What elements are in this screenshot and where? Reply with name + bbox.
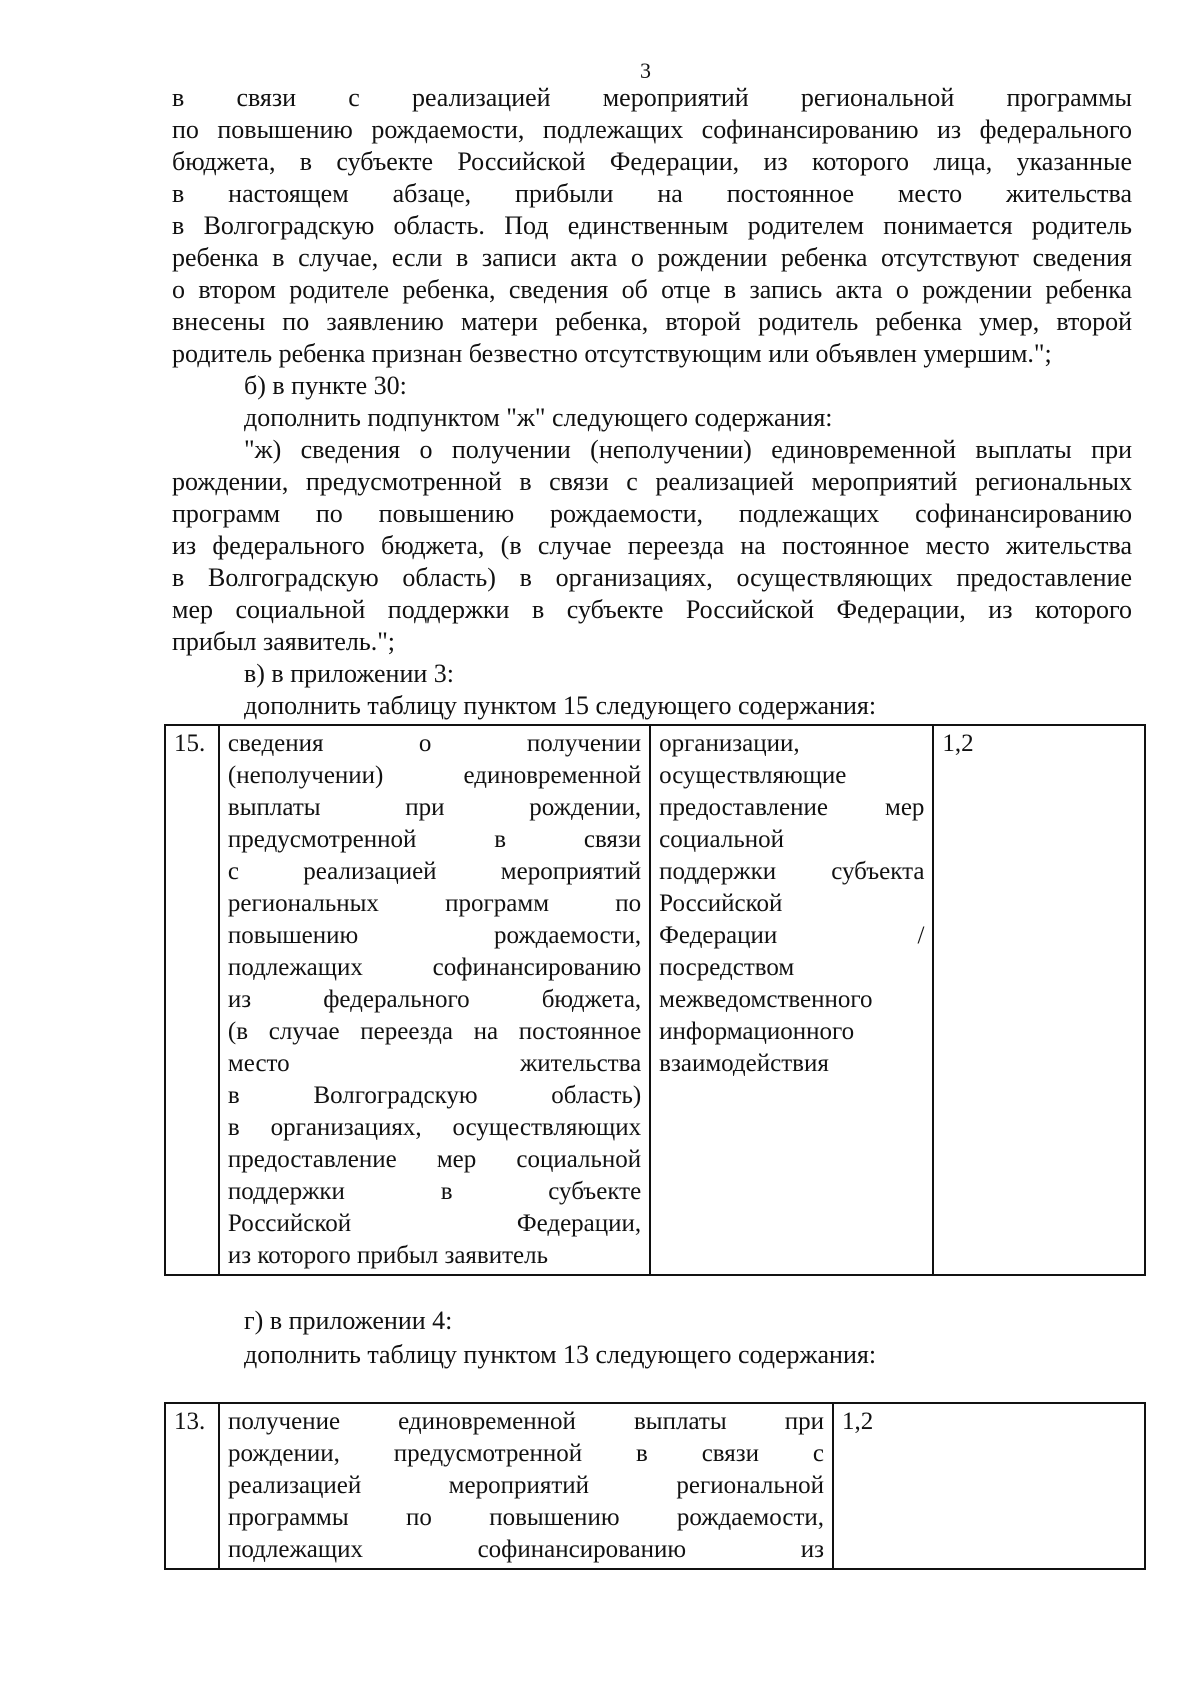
cell-line: повышению рождаемости, [227, 922, 642, 949]
cell-line: рождении, предусмотренной в связи с [228, 1440, 824, 1467]
cell-line: (в случае переезда на постоянное [227, 1018, 642, 1045]
text-line: в настоящем абзаце, прибыли на постоянное место жительства [172, 179, 1132, 208]
page-number: 3 [640, 58, 651, 83]
row-number: 13. [165, 1403, 219, 1569]
cell-line: осуществляющие [659, 762, 847, 789]
cell-line: сведения о получении [227, 730, 642, 757]
text-line: рождении, предусмотренной в связи с реализацией мероприятий региональных [172, 467, 1132, 496]
text-line: внесены по заявлению матери ребенка, второй родитель ребенка умер, второй [172, 307, 1132, 336]
cell-line: предоставление мер [659, 794, 925, 821]
cell-line: Федерации / [659, 922, 925, 949]
cell-line: реализацией мероприятий региональной [228, 1472, 824, 1499]
cell-line: из которого прибыл заявитель [227, 1242, 549, 1269]
cell-line: выплаты при рождении, [227, 794, 642, 821]
item-v-intro: дополнить таблицу пунктом 15 следующего содержания: [244, 691, 877, 720]
cell-line: взаимодействия [659, 1050, 829, 1077]
cell-line: предоставление мер социальной [227, 1146, 642, 1173]
text-line: о втором родителе ребенка, сведения об отце в запись акта о рождении ребенка [172, 275, 1132, 304]
cell-line: межведомственного [659, 986, 873, 1013]
source-cell [650, 725, 933, 1275]
cell-line: поддержки субъекта [659, 858, 925, 885]
cell-line: из федерального бюджета, [227, 986, 642, 1013]
text-line: в Волгоградскую область) в организациях, осуществляющих предоставление [172, 563, 1132, 592]
cell-line: посредством [659, 954, 795, 981]
cell-line: социальной [659, 826, 784, 853]
text-line: в связи с реализацией мероприятий региональной программы [172, 83, 1132, 112]
code-cell: 1,2 [833, 1403, 1145, 1569]
cell-line: подлежащих софинансированию из [228, 1536, 824, 1563]
info-cell [219, 1403, 833, 1569]
item-g-heading: г) в приложении 4: [244, 1306, 453, 1335]
cell-line: организации, [659, 730, 800, 757]
text-line: из федерального бюджета, (в случае переезда на постоянное место жительства [172, 531, 1132, 560]
cell-line: программы по повышению рождаемости, [228, 1504, 824, 1531]
item-b-heading: б) в пункте 30: [244, 371, 407, 400]
appendix4-table [164, 1402, 1146, 1570]
text-line: в Волгоградскую область. Под единственным родителем понимается родитель [172, 211, 1132, 240]
cell-line: информационного [659, 1018, 855, 1045]
cell-line: получение единовременной выплаты при [228, 1408, 824, 1435]
cell-line: с реализацией мероприятий [227, 858, 642, 885]
intro-paragraph [172, 82, 1132, 722]
table-row [165, 1403, 1145, 1569]
table-row [165, 725, 1145, 1275]
cell-line: место жительства [227, 1050, 642, 1077]
text-line: бюджета, в субъекте Российской Федерации, из которого лица, указанные [172, 147, 1132, 176]
item-g-intro: дополнить таблицу пунктом 13 следующего содержания: [244, 1340, 877, 1369]
text-line: ребенка в случае, если в записи акта о рождении ребенка отсутствуют сведения [172, 243, 1132, 272]
text-line: прибыл заявитель."; [172, 627, 396, 656]
cell-line: в Волгоградскую область) [227, 1082, 642, 1109]
item-v-heading: в) в приложении 3: [244, 659, 454, 688]
cell-line: Российской [659, 890, 783, 917]
item-b-intro: дополнить подпунктом "ж" следующего содержания: [244, 403, 833, 432]
cell-line: предусмотренной в связи [227, 826, 642, 853]
cell-line: подлежащих софинансированию [227, 954, 642, 981]
cell-line: региональных программ по [227, 890, 642, 917]
text-line: родитель ребенка признан безвестно отсутствующим или объявлен умершим."; [172, 339, 1052, 368]
row-number: 15. [165, 725, 219, 1275]
text-line: мер социальной поддержки в субъекте Российской Федерации, из которого [172, 595, 1132, 624]
info-cell [219, 725, 650, 1275]
code-cell: 1,2 [933, 725, 1145, 1275]
item-g-section [172, 1305, 1132, 1371]
text-line: программ по повышению рождаемости, подлежащих софинансированию [172, 499, 1132, 528]
text-line: по повышению рождаемости, подлежащих софинансированию из федерального [172, 115, 1132, 144]
cell-line: (неполучении) единовременной [227, 762, 642, 789]
appendix3-table [164, 724, 1146, 1276]
cell-line: поддержки в субъекте [227, 1178, 642, 1205]
cell-line: Российской Федерации, [227, 1210, 642, 1237]
text-line: "ж) сведения о получении (неполучении) единовременной выплаты при [244, 435, 1132, 464]
cell-line: в организациях, осуществляющих [227, 1114, 642, 1141]
